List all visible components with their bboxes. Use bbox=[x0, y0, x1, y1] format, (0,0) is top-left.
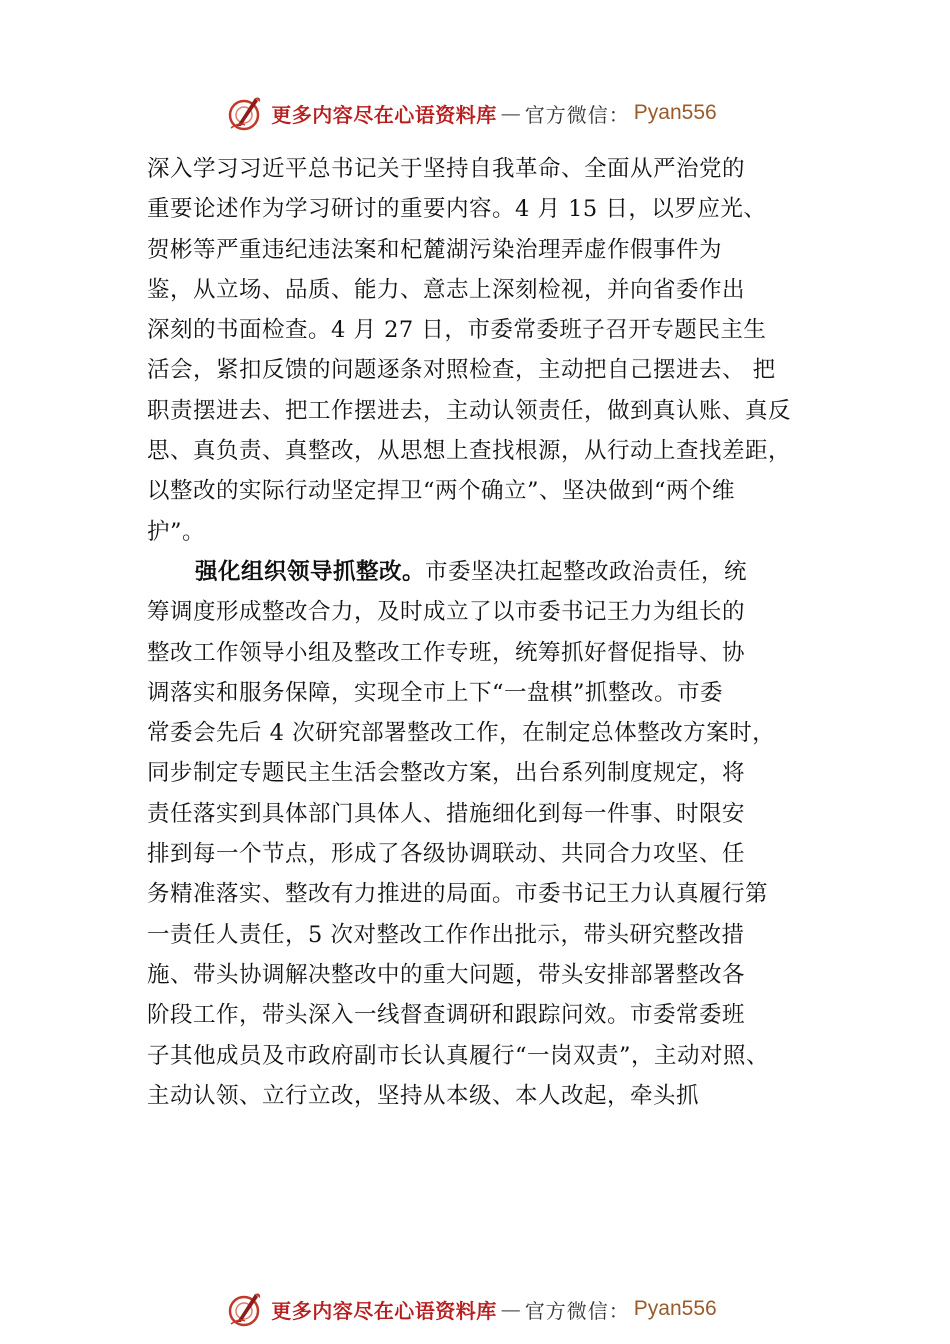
text-line: 职责摆进去、把工作摆进去，主动认领责任，做到真认账、真反 bbox=[147, 397, 792, 424]
banner-wechat-id: Pyan556 bbox=[633, 1297, 717, 1320]
text-line: 施、带头协调解决整改中的重大问题，带头安排部署整改各 bbox=[147, 961, 746, 988]
text-line: 鉴，从立场、品质、能力、意志上深刻检视，并向省委作出 bbox=[147, 276, 746, 303]
text-line: 责任落实到具体部门具体人、措施细化到每一件事、时限安 bbox=[147, 800, 746, 827]
document-body bbox=[147, 149, 837, 1116]
quill-pen-logo-icon bbox=[225, 92, 267, 134]
text-line: 贺彬等严重违纪违法案和杞麓湖污染治理弄虚作假事件为 bbox=[147, 236, 723, 263]
footer-banner bbox=[0, 1284, 950, 1334]
banner-wechat-label: 官方微信： bbox=[524, 102, 630, 127]
text-line: 整改工作领导小组及整改工作专班，统筹抓好督促指导、协 bbox=[147, 639, 746, 666]
text-line: 深入学习习近平总书记关于坚持自我革命、全面从严治党的 bbox=[147, 156, 746, 182]
banner-title: 更多内容尽在心语资料库 bbox=[271, 1298, 497, 1323]
text-line: 务精准落实、整改有力推进的局面。市委书记王力认真履行第 bbox=[147, 881, 769, 908]
text-line: 常委会先后 4 次研究部署整改工作，在制定总体整改方案时， bbox=[147, 720, 776, 747]
quill-pen-logo-icon bbox=[225, 1288, 267, 1330]
banner-wechat-label: 官方微信： bbox=[524, 1298, 630, 1323]
text-line: 主动认领、立行立改，坚持从本级、本人改起，牵头抓 bbox=[147, 1082, 700, 1109]
banner-title: 更多内容尽在心语资料库 bbox=[271, 102, 497, 127]
paragraph-heading: 强化组织领导抓整改。 bbox=[195, 558, 426, 585]
text-line: 阶段工作，带头深入一线督查调研和跟踪问效。市委常委班 bbox=[147, 1002, 746, 1029]
text-line: 活会，紧扣反馈的问题逐条对照检查，主动把自己摆进去、 把 bbox=[147, 357, 776, 384]
text-line: 一责任人责任，5 次对整改工作作出批示，带头研究整改措 bbox=[147, 921, 745, 948]
text-line: 调落实和服务保障，实现全市上下“一盘棋”抓整改。市委 bbox=[147, 679, 724, 706]
paragraph-text: 市委坚决扛起整改政治责任，统 bbox=[425, 558, 748, 585]
header-banner bbox=[0, 88, 950, 138]
text-line: 同步制定专题民主生活会整改方案，出台系列制度规定，将 bbox=[147, 760, 746, 787]
banner-dash: — bbox=[500, 1297, 521, 1321]
banner-wechat-id: Pyan556 bbox=[633, 101, 717, 124]
text-line: 思、真负责、真整改，从思想上查找根源，从行动上查找差距， bbox=[147, 438, 792, 465]
text-line: 护”。 bbox=[147, 518, 206, 545]
banner-dash: — bbox=[500, 101, 521, 125]
text-line: 重要论述作为学习研讨的重要内容。4 月 15 日，以罗应光、 bbox=[147, 196, 767, 223]
text-line: 排到每一个节点，形成了各级协调联动、共同合力攻坚、任 bbox=[147, 841, 746, 868]
text-line: 深刻的书面检查。4 月 27 日，市委常委班子召开专题民主生 bbox=[147, 317, 767, 344]
text-line: 子其他成员及市政府副市长认真履行“一岗双责”，主动对照、 bbox=[147, 1042, 770, 1069]
paragraph-first-line bbox=[147, 552, 837, 592]
text-line: 以整改的实际行动坚定捍卫“两个确立”、坚决做到“两个维 bbox=[147, 478, 736, 505]
text-line: 筹调度形成整改合力，及时成立了以市委书记王力为组长的 bbox=[147, 599, 746, 626]
